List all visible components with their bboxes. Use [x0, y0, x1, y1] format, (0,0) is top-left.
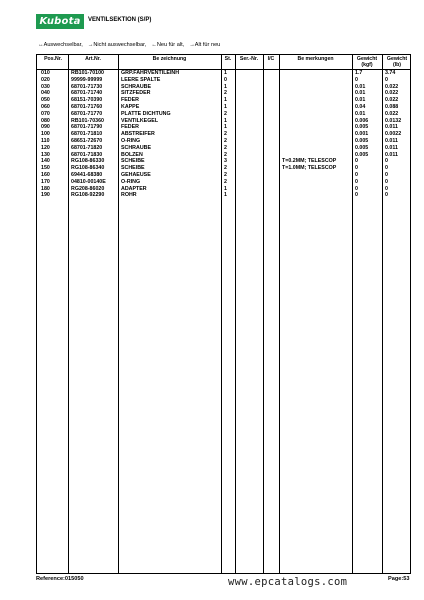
cell-gewicht-kgf: 0.01 — [355, 83, 366, 90]
cell-gewicht-kgf: 0 — [355, 192, 358, 199]
header-gewicht-lb-line2: (lb) — [392, 62, 402, 68]
cell-art-nr: RG208-86020 — [71, 185, 105, 192]
cell-art-nr: RG108-86340 — [71, 165, 105, 172]
cell-bemerkungen: T=0.2MM; TELESCOP — [282, 158, 337, 165]
cell-gewicht-lb: 0.011 — [385, 138, 398, 144]
cell-bezeichnung: LEERE SPALTE — [121, 76, 161, 83]
cell-stueck: 1 — [224, 185, 227, 192]
cell-gewicht-lb: 0.011 — [385, 151, 398, 158]
cell-gewicht-lb: 0 — [385, 76, 388, 83]
cell-bezeichnung: GEHAEUSE — [121, 172, 151, 178]
cell-bezeichnung: ROHR — [121, 192, 137, 199]
cell-pos-nr: 030 — [41, 83, 50, 90]
cell-stueck: 2 — [224, 165, 227, 172]
cell-pos-nr: 160 — [41, 172, 50, 178]
header-bemerkungen: Be merkungen — [297, 56, 334, 62]
cell-art-nr: 68701-71760 — [71, 104, 103, 110]
header-stueck: St. — [224, 56, 232, 62]
cell-pos-nr: 080 — [41, 117, 50, 124]
cell-stueck: 2 — [224, 90, 227, 97]
header-ser-nr: Ser.-Nr. — [239, 56, 259, 62]
cell-pos-nr: 110 — [41, 138, 50, 144]
cell-art-nr: RB101-70360 — [71, 117, 104, 124]
cell-pos-nr: 140 — [41, 158, 50, 165]
cell-art-nr: 68701-71820 — [71, 144, 103, 151]
cell-pos-nr: 130 — [41, 151, 50, 158]
legend-item-interchangeable: ↔Auswechselbar, — [38, 42, 83, 48]
cell-gewicht-lb: 0.088 — [385, 104, 399, 110]
cell-gewicht-kgf: 0 — [355, 172, 358, 178]
cell-stueck: 1 — [224, 124, 227, 131]
cell-bezeichnung: FEDER — [121, 97, 139, 104]
page-number: Page:53 — [388, 576, 410, 582]
cell-bezeichnung: BOLZEN — [121, 151, 143, 158]
cell-bezeichnung: O-RING — [121, 178, 141, 185]
header-gewicht-lb — [382, 56, 412, 68]
cell-gewicht-lb: 0 — [385, 178, 388, 185]
legend-item-old-for-new: →Alt für neu — [189, 42, 221, 48]
legend-item-not-interchangeable: →Nicht auswechselbar, — [87, 42, 147, 48]
cell-art-nr: 99999-99999 — [71, 76, 103, 83]
cell-art-nr: RG108-86330 — [71, 158, 105, 165]
cell-gewicht-lb: 0.022 — [385, 83, 399, 90]
cell-gewicht-lb: 0 — [385, 158, 388, 165]
cell-bezeichnung: ABSTREIFER — [121, 131, 155, 138]
cell-stueck: 2 — [224, 172, 227, 178]
cell-gewicht-kgf: 0 — [355, 185, 358, 192]
cell-gewicht-lb: 0 — [385, 185, 388, 192]
cell-gewicht-kgf: 0.01 — [355, 97, 366, 104]
cell-stueck: 1 — [224, 70, 227, 76]
cell-stueck: 2 — [224, 138, 227, 144]
cell-stueck: 0 — [224, 76, 227, 83]
cell-bezeichnung: SITZFEDER — [121, 90, 151, 97]
cell-gewicht-lb: 0.022 — [385, 110, 399, 117]
cell-pos-nr: 050 — [41, 97, 50, 104]
cell-gewicht-lb: 0 — [385, 165, 388, 172]
section-title: VENTILSEKTION (S/P) — [88, 17, 152, 23]
logo-text: Kubota — [39, 16, 81, 27]
cell-art-nr: 68701-71740 — [71, 90, 103, 97]
cell-bezeichnung: ADAPTER — [121, 185, 147, 192]
cell-gewicht-kgf: 1.7 — [355, 70, 363, 76]
header-bezeichnung: Be zeichnung — [152, 56, 187, 62]
header-gewicht-kgf-line1: Gewicht — [356, 56, 378, 62]
cell-gewicht-kgf: 0.006 — [355, 117, 369, 124]
kubota-logo — [36, 14, 84, 29]
cell-gewicht-lb: 0.022 — [385, 90, 399, 97]
cell-bezeichnung: GRP.FAHRVENTILEINH — [121, 70, 180, 76]
cell-stueck: 3 — [224, 158, 227, 165]
cell-pos-nr: 150 — [41, 165, 50, 172]
cell-pos-nr: 090 — [41, 124, 50, 131]
cell-pos-nr: 190 — [41, 192, 50, 199]
cell-pos-nr: 120 — [41, 144, 50, 151]
cell-pos-nr: 020 — [41, 76, 50, 83]
cell-bemerkungen: T=1.0MM; TELESCOP — [282, 165, 337, 172]
cell-gewicht-kgf: 0.04 — [355, 104, 366, 110]
cell-gewicht-kgf: 0.01 — [355, 90, 366, 97]
header-gewicht-kgf-line2: (kgf) — [361, 62, 373, 68]
cell-art-nr: 68701-71730 — [71, 83, 103, 90]
cell-gewicht-lb: 0.0022 — [385, 131, 402, 138]
cell-bezeichnung: SCHRAUBE — [121, 144, 152, 151]
cell-bezeichnung: SCHEIBE — [121, 165, 145, 172]
cell-stueck: 2 — [224, 178, 227, 185]
cell-gewicht-kgf: 0.01 — [355, 110, 366, 117]
legend-item-new-for-old: ←Neu für alt, — [151, 42, 185, 48]
cell-stueck: 1 — [224, 97, 227, 104]
cell-bezeichnung: O-RING — [121, 138, 141, 144]
cell-bezeichnung: SCHEIBE — [121, 158, 145, 165]
cell-stueck: 2 — [224, 151, 227, 158]
cell-gewicht-lb: 0.0132 — [385, 117, 402, 124]
cell-gewicht-kgf: 0.005 — [355, 151, 369, 158]
header-ic: I/C — [267, 56, 275, 62]
cell-bezeichnung: KAPPE — [121, 104, 140, 110]
cell-stueck: 1 — [224, 117, 227, 124]
cell-stueck: 1 — [224, 192, 227, 199]
cell-art-nr: 68151-70390 — [71, 97, 103, 104]
cell-gewicht-kgf: 0 — [355, 76, 358, 83]
cell-bezeichnung: SCHRAUBE — [121, 83, 152, 90]
header-pos-nr: Pos.Nr. — [44, 56, 62, 62]
cell-stueck: 1 — [224, 104, 227, 110]
cell-gewicht-kgf: 0.001 — [355, 131, 369, 138]
cell-pos-nr: 010 — [41, 70, 50, 76]
cell-gewicht-kgf: 0 — [355, 165, 358, 172]
reference-number: Reference:015050 — [36, 576, 84, 582]
cell-pos-nr: 100 — [41, 131, 50, 138]
watermark-url: www.epcatalogs.com — [228, 576, 348, 588]
cell-pos-nr: 060 — [41, 104, 50, 110]
parts-table — [36, 54, 411, 574]
cell-gewicht-lb: 0.011 — [385, 124, 398, 131]
cell-art-nr: 68701-71770 — [71, 110, 103, 117]
interchangeability-legend — [38, 42, 220, 48]
cell-bezeichnung: FEDER — [121, 124, 139, 131]
cell-stueck: 2 — [224, 110, 227, 117]
cell-art-nr: 68701-71810 — [71, 131, 103, 138]
cell-gewicht-kgf: 0.005 — [355, 144, 369, 151]
table-row — [37, 192, 412, 199]
cell-gewicht-lb: 0 — [385, 192, 388, 199]
cell-gewicht-kgf: 0 — [355, 178, 358, 185]
cell-gewicht-kgf: 0.005 — [355, 124, 369, 131]
cell-bezeichnung: VENTILKEGEL — [121, 117, 159, 124]
cell-bezeichnung: PLATTE DICHTUNG — [121, 110, 171, 117]
header-gewicht-lb-line1: Gewicht — [386, 56, 408, 62]
cell-pos-nr: 040 — [41, 90, 50, 97]
cell-pos-nr: 180 — [41, 185, 50, 192]
cell-gewicht-lb: 0.022 — [385, 97, 399, 104]
cell-stueck: 1 — [224, 83, 227, 90]
cell-gewicht-kgf: 0 — [355, 158, 358, 165]
cell-art-nr: 68701-71830 — [71, 151, 103, 158]
cell-art-nr: RB101-70100 — [71, 70, 104, 76]
cell-pos-nr: 170 — [41, 178, 50, 185]
cell-art-nr: 68701-71790 — [71, 124, 103, 131]
cell-pos-nr: 070 — [41, 110, 50, 117]
cell-art-nr: 69441-68380 — [71, 172, 103, 178]
cell-stueck: 2 — [224, 131, 227, 138]
cell-art-nr: 68651-72670 — [71, 138, 103, 144]
header-gewicht-kgf — [352, 56, 382, 68]
cell-gewicht-lb: 3.74 — [385, 70, 396, 76]
header-art-nr: Art.Nr. — [85, 56, 101, 62]
cell-stueck: 2 — [224, 144, 227, 151]
cell-gewicht-lb: 0 — [385, 172, 388, 178]
cell-gewicht-kgf: 0.005 — [355, 138, 369, 144]
cell-gewicht-lb: 0.011 — [385, 144, 398, 151]
cell-art-nr: 04810-00140E — [71, 178, 106, 185]
cell-art-nr: RG108-92290 — [71, 192, 105, 199]
